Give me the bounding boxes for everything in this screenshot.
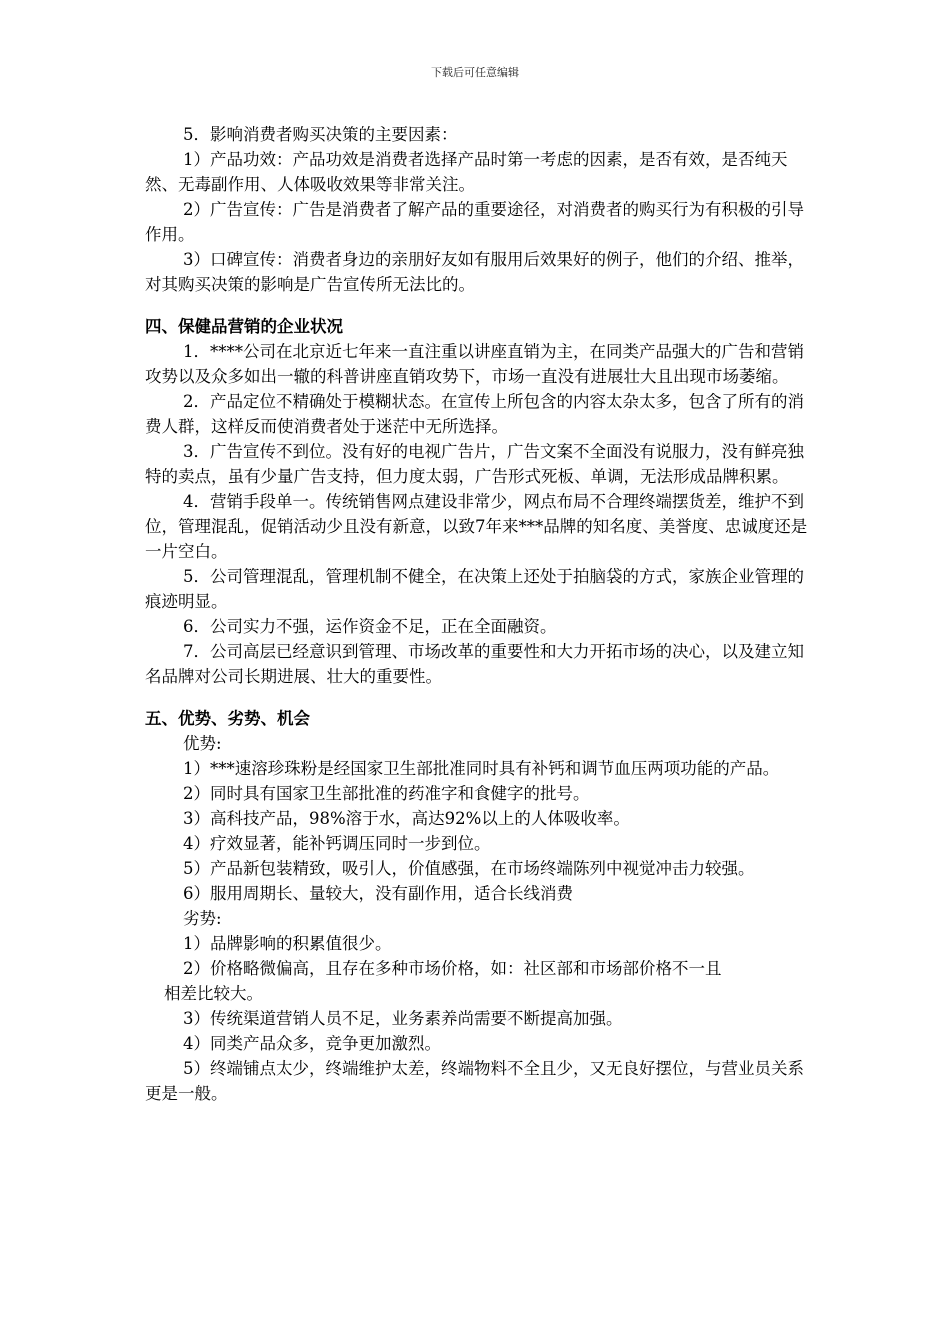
strength-item-5: 5）产品新包装精致，吸引人，价值感强，在市场终端陈列中视觉冲击力较强。 <box>183 859 755 878</box>
sec4-item-7: 7．公司高层已经意识到管理、市场改革的重要性和大力开拓市场的决心，以及建立知名品牌对公司长期进展、壮大的重要性。 <box>145 642 804 686</box>
strength-item-3: 3）高科技产品，98%溶于水，高达92%以上的人体吸收率。 <box>183 809 630 828</box>
factor-item-3: 3）口碑宣传：消费者身边的亲朋好友如有服用后效果好的例子，他们的介绍、推举，对其购买决策的影响是广告宣传所无法比的。 <box>145 250 804 294</box>
factor-item-1: 1）产品功效：产品功效是消费者选择产品时第一考虑的因素，是否有效，是否纯天然、无毒副作用、人体吸收效果等非常关注。 <box>145 150 788 194</box>
strength-item-2: 2）同时具有国家卫生部批准的药准字和食健字的批号。 <box>183 784 590 803</box>
sec4-item-6: 6．公司实力不强，运作资金不足，正在全面融资。 <box>183 617 557 636</box>
weakness-item-3: 3）传统渠道营销人员不足，业务素养尚需要不断提高加强。 <box>183 1009 623 1028</box>
weakness-item-2: 2）价格略微偏高，且存在多种市场价格，如：社区部和市场部价格不一且 <box>183 959 722 978</box>
sec4-item-3: 3．广告宣传不到位。没有好的电视广告片，广告文案不全面没有说服力，没有鲜亮独特的卖点，虽有少量广告支持，但力度太弱，广告形式死板、单调，无法形成品牌积累。 <box>145 442 804 486</box>
page-header: 下载后可任意编辑 <box>431 66 519 79</box>
sec4-item-4: 4．营销手段单一。传统销售网点建设非常少，网点布局不合理终端摆货差，维护不到位，管理混乱，促销活动少且没有新意，以致7年来***品牌的知名度、美誉度、忠诚度还是一片空白。 <box>145 492 808 561</box>
weakness-item-2-continued: 相差比较大。 <box>164 984 263 1003</box>
strengths-label: 优势: <box>183 734 222 753</box>
sec4-item-5: 5．公司管理混乱，管理机制不健全，在决策上还处于拍脑袋的方式，家族企业管理的痕迹明显。 <box>145 567 804 611</box>
weakness-item-4: 4）同类产品众多，竞争更加激烈。 <box>183 1034 441 1053</box>
weaknesses-label: 劣势: <box>183 909 222 928</box>
section-4-heading: 四、保健品营销的企业状况 <box>145 317 343 336</box>
sec4-item-2: 2．产品定位不精确处于模糊状态。在宣传上所包含的内容太杂太多，包含了所有的消费人群，这样反而使消费者处于迷茫中无所选择。 <box>145 392 804 436</box>
strength-item-1: 1）***速溶珍珠粉是经国家卫生部批准同时具有补钙和调节血压两项功能的产品。 <box>183 759 780 778</box>
factor-item-2: 2）广告宣传：广告是消费者了解产品的重要途径，对消费者的购买行为有积极的引导作用。 <box>145 200 804 244</box>
section-5-heading: 五、优势、劣势、机会 <box>145 709 310 728</box>
weakness-item-5: 5）终端铺点太少，终端维护太差，终端物料不全且少，又无良好摆位，与营业员关系更是一般。 <box>145 1059 804 1103</box>
strength-item-4: 4）疗效显著，能补钙调压同时一步到位。 <box>183 834 491 853</box>
document-body <box>145 122 813 1106</box>
strength-item-6: 6）服用周期长、量较大，没有副作用，适合长线消费 <box>183 884 573 903</box>
weakness-item-1: 1）品牌影响的积累值很少。 <box>183 934 392 953</box>
factors-intro: 5．影响消费者购买决策的主要因素： <box>183 125 458 144</box>
sec4-item-1: 1．****公司在北京近七年来一直注重以讲座直销为主，在同类产品强大的广告和营销攻势以及众多如出一辙的科普讲座直销攻势下，市场一直没有进展壮大且出现市场萎缩。 <box>145 342 804 386</box>
